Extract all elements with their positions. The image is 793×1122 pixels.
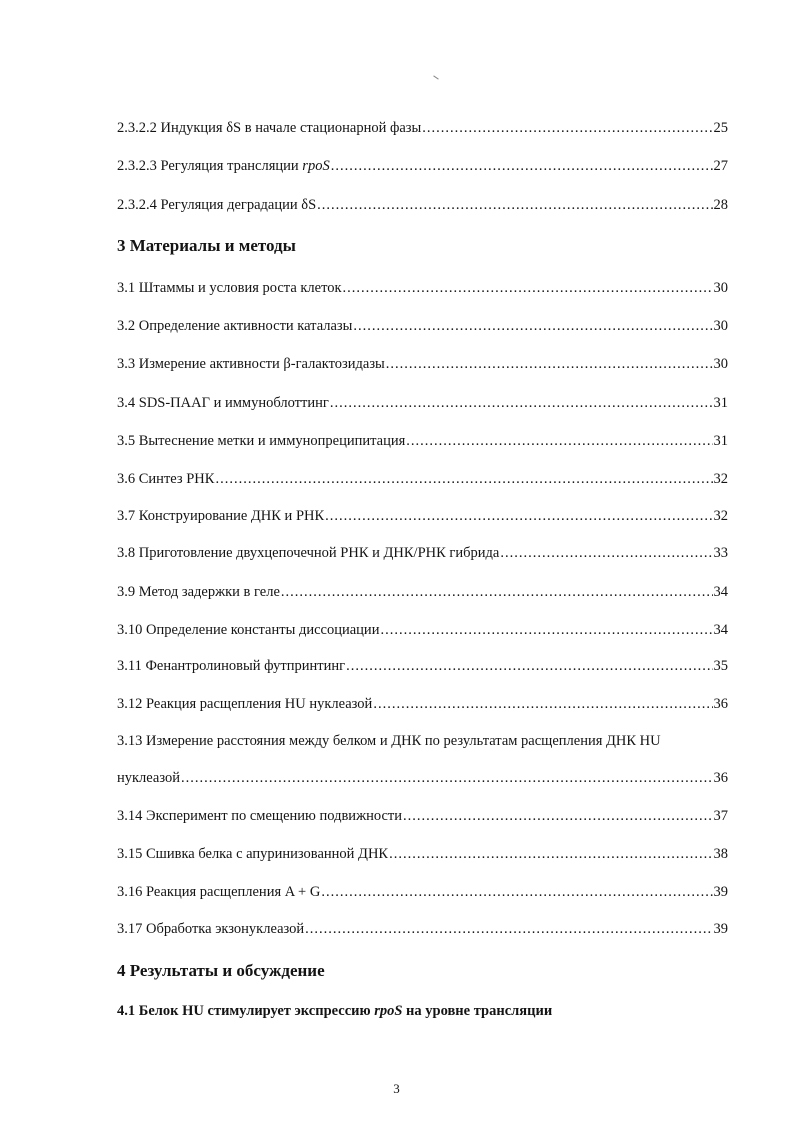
toc-entry-3-11[interactable] bbox=[117, 658, 728, 675]
toc-entry-label-text: 2.3.2.3 Регуляция трансляции bbox=[117, 158, 303, 174]
section-4-1-text-post: на уровне трансляции bbox=[402, 1003, 553, 1019]
dot-leader bbox=[343, 280, 713, 297]
dot-leader bbox=[500, 545, 712, 562]
toc-entry-page: 34 bbox=[713, 622, 728, 638]
toc-entry-3-2[interactable] bbox=[117, 318, 728, 335]
dot-leader bbox=[406, 433, 712, 450]
toc-entry-3-7[interactable] bbox=[117, 508, 728, 525]
chapter-3-heading[interactable]: 3 Материалы и методы bbox=[117, 236, 296, 255]
dot-leader bbox=[321, 884, 712, 901]
toc-entry-page: 37 bbox=[713, 808, 728, 824]
toc-entry-label: 3.5 Вытеснение метки и иммунопреципитация bbox=[117, 433, 406, 449]
dot-leader bbox=[317, 197, 712, 214]
toc-entry-label: 3.15 Сшивка белка с апуринизованной ДНК bbox=[117, 846, 389, 862]
toc-entry-label: 3.11 Фенантролиновый футпринтинг bbox=[117, 658, 346, 674]
dot-leader bbox=[389, 846, 712, 863]
page-number: 3 bbox=[393, 1081, 400, 1096]
toc-entry-3-3[interactable] bbox=[117, 356, 728, 373]
toc-entry-label: 3.9 Метод задержки в геле bbox=[117, 584, 280, 600]
toc-entry-page: 39 bbox=[713, 884, 728, 900]
dot-leader bbox=[380, 622, 712, 639]
toc-entry-page: 31 bbox=[713, 395, 728, 411]
dot-leader bbox=[281, 584, 713, 601]
dot-leader bbox=[181, 770, 713, 787]
toc-entry-page: 30 bbox=[713, 280, 728, 296]
toc-entry-page: 27 bbox=[713, 158, 728, 174]
toc-entry-page: 25 bbox=[713, 120, 728, 136]
toc-entry-label: 3.8 Приготовление двухцепочечной РНК и ДНК/РНК гибрида bbox=[117, 545, 500, 561]
toc-entry-label: 3.3 Измерение активности β-галактозидазы bbox=[117, 356, 385, 372]
toc-entry-page: 36 bbox=[713, 696, 728, 712]
toc-entry-label: 3.1 Штаммы и условия роста клеток bbox=[117, 280, 342, 296]
toc-entry-page: 33 bbox=[713, 545, 728, 561]
toc-entry-3-8[interactable] bbox=[117, 545, 728, 562]
section-4-1-heading[interactable] bbox=[117, 1003, 552, 1020]
dot-leader bbox=[330, 395, 713, 412]
toc-entry-3-10[interactable] bbox=[117, 622, 728, 639]
toc-entry-3-1[interactable] bbox=[117, 280, 728, 297]
toc-entry-3-13[interactable] bbox=[117, 770, 728, 787]
dot-leader bbox=[325, 508, 712, 525]
toc-entry-label: 3.10 Определение константы диссоциации bbox=[117, 622, 380, 638]
toc-entry-2-3-2-4[interactable] bbox=[117, 197, 728, 214]
toc-entry-2-3-2-3[interactable] bbox=[117, 158, 728, 175]
toc-entry-page: 28 bbox=[713, 197, 728, 213]
gene-name: rpoS bbox=[374, 1003, 403, 1019]
toc-entry-page: 38 bbox=[713, 846, 728, 862]
toc-entry-3-6[interactable] bbox=[117, 471, 728, 488]
toc-entry-3-5[interactable] bbox=[117, 433, 728, 450]
gene-name: rpoS bbox=[302, 158, 330, 174]
toc-entry-3-14[interactable] bbox=[117, 808, 728, 825]
toc-entry-page: 35 bbox=[713, 658, 728, 674]
toc-entry-page: 39 bbox=[713, 921, 728, 937]
dot-leader bbox=[215, 471, 712, 488]
toc-entry-label: 2.3.2.2 Индукция δS в начале стационарной фазы bbox=[117, 120, 422, 136]
scan-speck bbox=[433, 75, 438, 79]
toc-entry-3-9[interactable] bbox=[117, 584, 728, 601]
toc-entry-2-3-2-2[interactable] bbox=[117, 120, 728, 137]
toc-entry-page: 31 bbox=[713, 433, 728, 449]
chapter-4-heading[interactable]: 4 Результаты и обсуждение bbox=[117, 961, 325, 980]
dot-leader bbox=[305, 921, 712, 938]
toc-entry-page: 36 bbox=[713, 770, 728, 786]
toc-entry-label: 3.6 Синтез РНК bbox=[117, 471, 215, 487]
toc-entry-label: нуклеазой bbox=[117, 770, 180, 786]
toc-entry-3-4[interactable] bbox=[117, 395, 728, 412]
dot-leader bbox=[422, 120, 712, 137]
toc-entry-3-16[interactable] bbox=[117, 884, 728, 901]
dot-leader bbox=[403, 808, 713, 825]
toc-entry-label: 3.4 SDS-ПААГ и иммуноблоттинг bbox=[117, 395, 329, 411]
toc-entry-page: 30 bbox=[713, 318, 728, 334]
toc-entry-label: 3.16 Реакция расщепления A + G bbox=[117, 884, 321, 900]
dot-leader bbox=[353, 318, 712, 335]
section-4-1-text-pre: 4.1 Белок HU стимулирует экспрессию bbox=[117, 1003, 375, 1019]
toc-entry-label: 3.2 Определение активности каталазы bbox=[117, 318, 353, 334]
toc-entry-label: 3.14 Эксперимент по смещению подвижности bbox=[117, 808, 402, 824]
dot-leader bbox=[331, 158, 713, 175]
dot-leader bbox=[346, 658, 712, 675]
toc-entry-page: 34 bbox=[713, 584, 728, 600]
toc-entry-label: 3.7 Конструирование ДНК и РНК bbox=[117, 508, 325, 524]
toc-entry-page: 30 bbox=[713, 356, 728, 372]
dot-leader bbox=[373, 696, 712, 713]
toc-entry-label: 3.12 Реакция расщепления HU нуклеазой bbox=[117, 696, 373, 712]
dot-leader bbox=[386, 356, 713, 373]
toc-entry-label bbox=[117, 158, 330, 175]
toc-entry-3-17[interactable] bbox=[117, 921, 728, 938]
toc-entry-3-12[interactable] bbox=[117, 696, 728, 713]
toc-entry-3-13-line1[interactable]: 3.13 Измерение расстояния между белком и ДНК по результатам расщепления ДНК HU bbox=[117, 733, 661, 749]
toc-entry-page: 32 bbox=[713, 471, 728, 487]
toc-entry-label: 3.17 Обработка экзонуклеазой bbox=[117, 921, 305, 937]
toc-entry-label: 2.3.2.4 Регуляция деградации δS bbox=[117, 197, 317, 213]
toc-entry-page: 32 bbox=[713, 508, 728, 524]
toc-entry-3-15[interactable] bbox=[117, 846, 728, 863]
